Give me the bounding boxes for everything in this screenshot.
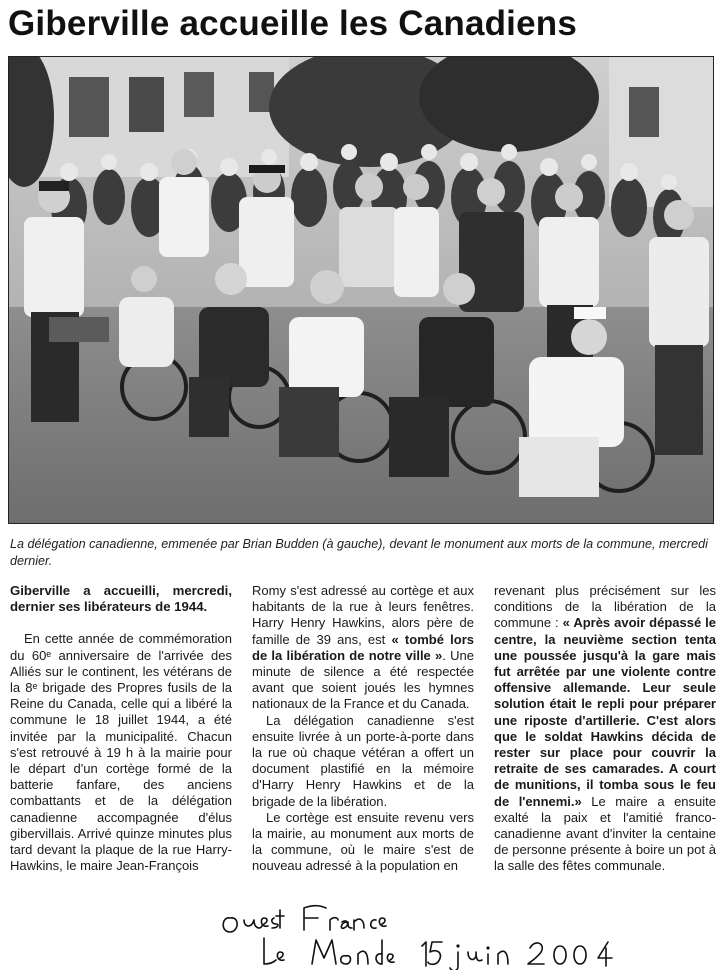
photo-illustration — [9, 57, 713, 523]
article-paragraph-1 — [10, 631, 232, 874]
article-text: . Une minute de silence a été respectée avant que soient joués les hymnes nationaux de la France et du Canada. — [252, 647, 475, 712]
article-text: En cette année de commémoration du 60ᵉ anniversaire de l'arrivée des Alliés sur le continent, les vétérans de la 8ᵉ brigade des Propres fusils de la Reine du Canada, celle qui a libéré la commune le 18 juillet 1944, a été invitée par la municipalité. Chacun s'est retrouvé à 19 h à la mairie pour le départ d'un cortège formé de la batterie fanfare, des anciens combattants et de la délégation canadienne accompagnée d'élus gibervillais. Arrivé quinze minutes plus tard devant la plaque de la rue Harry-Hawkins, le maire Jean-François — [10, 631, 232, 874]
article-text: Le maire a ensuite exalté la paix et l'amitié franco-canadienne avant d'inviter la centaine de personne présente à boire un pot à la salle des fêtes communale. — [494, 793, 716, 874]
article-column-3 — [494, 583, 716, 875]
article-text: Giberville a accueilli, mercredi, dernier ses libérateurs de 1944. — [10, 583, 232, 615]
article-column-2 — [252, 583, 474, 875]
article-bold-text: « Après avoir dépassé le centre, la neuvième section tenta une poussée jusqu'à la gare mais fut arrêtée par une violente contre offensive allemande. Leur seule solution était le repli pour préparer une riposte d'artillerie. C'est alors que le soldat Hawkins décida de rester sur place pour couvrir la retraite de ses camarades. A court de munitions, il tomba sous le feu de l'ennemi.» — [494, 615, 716, 809]
article-paragraph-3 — [252, 810, 474, 875]
photo-caption: La délégation canadienne, emmenée par Brian Budden (à gauche), devant le monument aux morts de la commune, mercredi dernier. — [10, 537, 708, 568]
headline: Giberville accueille les Canadiens — [8, 4, 578, 43]
handwritten-source-note — [216, 890, 636, 970]
article-text: Romy s'est adressé au cortège et aux habitants de la rue à leurs fenêtres. Harry Henry Hawkins, alors père de famille de 39 ans, est — [252, 583, 474, 647]
news-photo — [8, 56, 714, 524]
article-bold-text: « tombé lors de la libération de notre ville » — [252, 631, 474, 663]
article-text: La délégation canadienne s'est ensuite livrée à un porte-à-porte dans la rue où chaque vétéran a offert un document plastifié en la mémoire d'Harry Henry Hawkins et de la brigade de la libération. — [252, 712, 474, 809]
handwriting-strokes — [216, 890, 636, 970]
article-paragraph-3-cont — [494, 583, 716, 875]
article-lead — [10, 583, 232, 615]
article-body — [10, 583, 716, 875]
article-column-1 — [10, 583, 232, 875]
article-paragraph-1-cont — [252, 583, 474, 713]
article-paragraph-2 — [252, 713, 474, 810]
article-text: revenant plus précisément sur les conditions de la libération de la commune : — [494, 583, 716, 631]
article-text: Le cortège est ensuite revenu vers la mairie, au monument aux morts de la commune, où le maire s'est de nouveau adressé à la population en — [252, 809, 474, 874]
